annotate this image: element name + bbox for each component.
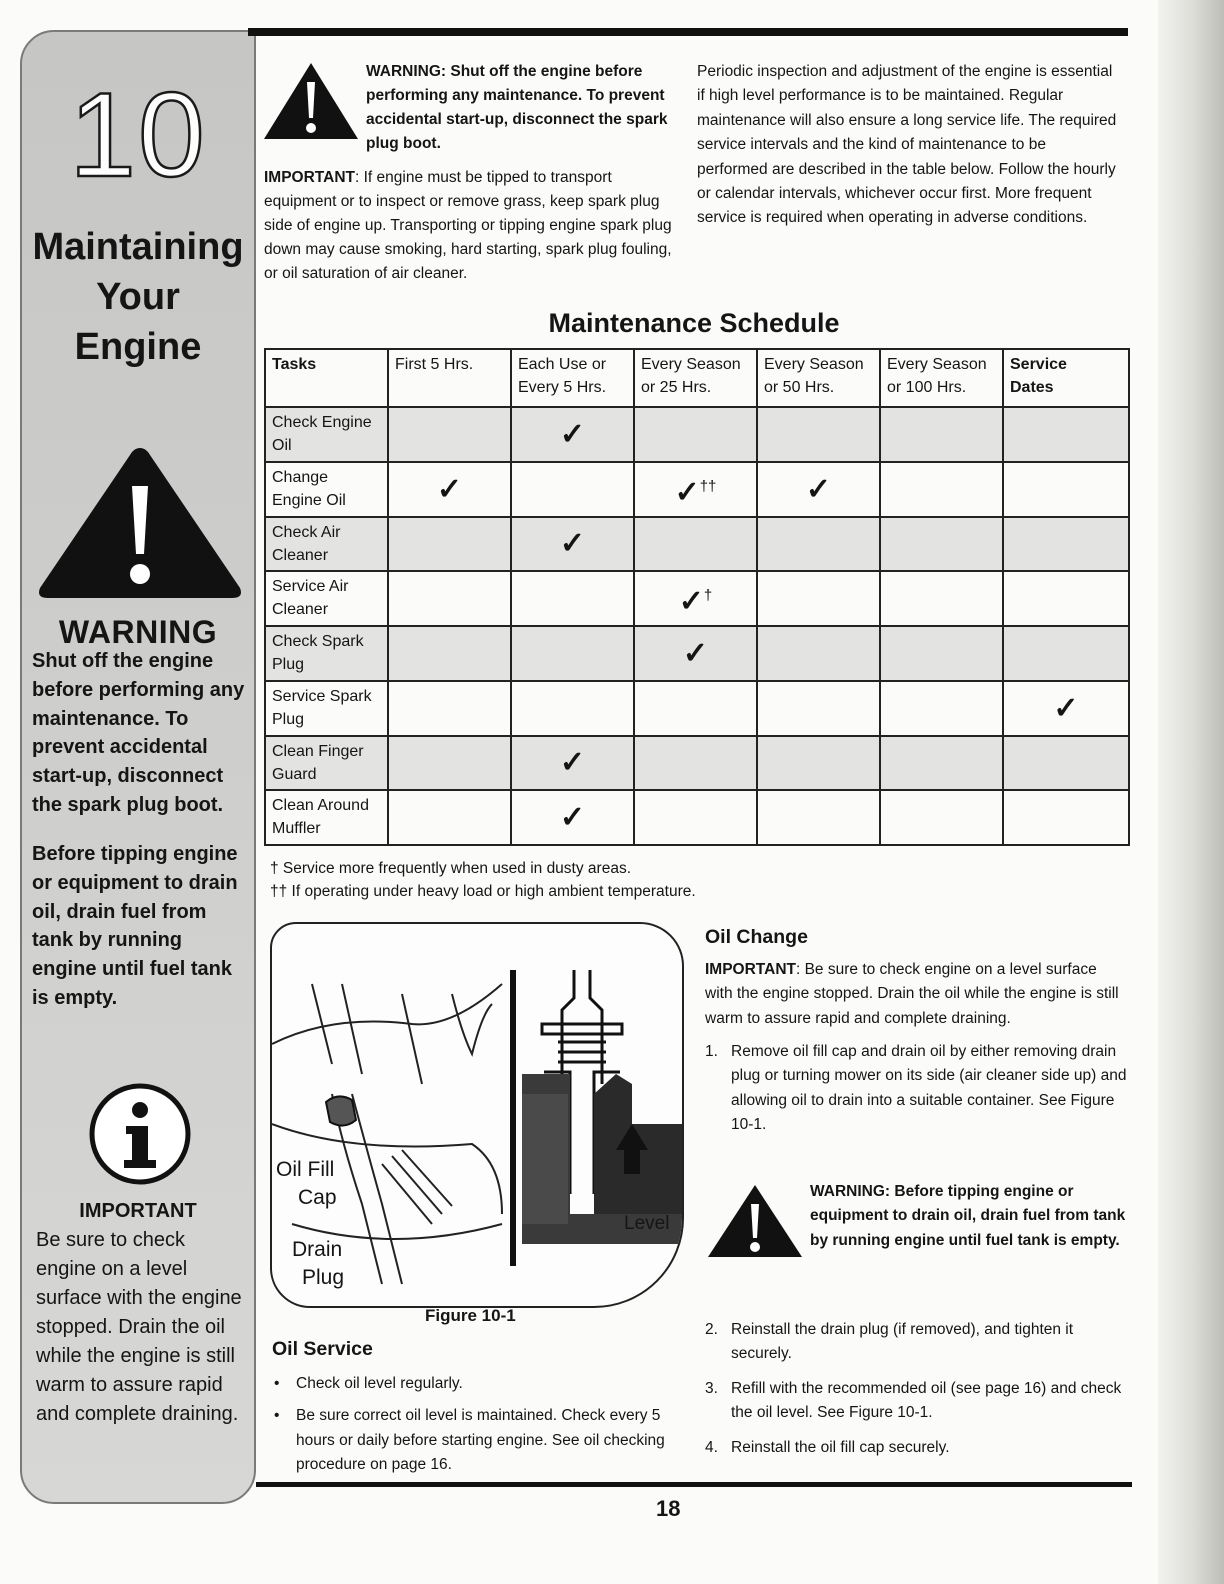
table-row	[265, 407, 1129, 462]
page-number: 18	[656, 1496, 681, 1521]
task-cell: Clean Finger Guard	[265, 736, 388, 791]
sidebar-warning-text: Shut off the engine before performing any maintenance. To prevent accidental start-up, disconnect the spark plug boot.	[32, 650, 245, 816]
task-cell: Check Engine Oil	[265, 407, 388, 462]
list-item: • Check oil level regularly.	[272, 1372, 684, 1396]
top-important-paragraph	[264, 166, 674, 286]
top-warning-text: WARNING: Shut off the engine before performing any maintenance. To prevent accidental start-up, disconnect the spark plug boot.	[366, 63, 668, 152]
header-first-5: First 5 Hrs.	[388, 349, 511, 407]
page-edge-shadow	[1158, 0, 1224, 1584]
list-item: 4. Reinstall the oil fill cap securely.	[705, 1438, 950, 1456]
list-item: 1. Remove oil fill cap and drain oil by either removing drain plug or turning mower on its side (air cleaner side up) and allowing oil to drain into a suitable container. See Figure 10-1.	[705, 1043, 1127, 1134]
check-mark-icon: ✓	[757, 462, 880, 517]
oil-change-steps-part2	[705, 1318, 1130, 1470]
header-tasks: Tasks	[265, 349, 388, 407]
top-important-text: : If engine must be tipped to transport equipment or to inspect or remove grass, keep spark plug side of engine up. Transporting or tipping engine spark plug down may cause smoking, hard starting, spark plug fouling, or oil saturation of air cleaner.	[264, 169, 672, 282]
figure-caption: Figure 10-1	[425, 1306, 516, 1325]
check-mark-icon: ✓	[511, 517, 634, 572]
table-row	[265, 462, 1129, 517]
header-each-use: Each Use or Every 5 Hrs.	[511, 349, 634, 407]
sidebar-warning-label: WARNING	[58, 614, 218, 650]
chapter-sidebar	[20, 30, 256, 1504]
task-cell: Service Spark Plug	[265, 681, 388, 736]
list-item: • Be sure correct oil level is maintained. Check every 5 hours or daily before starting engine. See oil checking procedure on page 16.	[272, 1404, 684, 1477]
task-cell: Check Spark Plug	[265, 626, 388, 681]
check-mark-icon: ✓	[1003, 681, 1129, 736]
chapter-title-line2: Your	[96, 276, 180, 318]
list-item: 3. Refill with the recommended oil (see page 16) and check the oil level. See Figure 10-1.	[705, 1379, 1122, 1422]
label-drain: Drain	[292, 1238, 343, 1261]
oil-service-list	[272, 1372, 684, 1486]
check-mark-icon: ✓	[511, 790, 634, 845]
check-mark-icon: ✓	[674, 474, 700, 510]
oil-change-important	[705, 958, 1125, 1031]
label-cap: Cap	[298, 1186, 337, 1209]
task-cell: Clean Around Muffler	[265, 790, 388, 845]
check-mark-icon: ✓	[634, 626, 757, 681]
chapter-title	[22, 222, 254, 372]
header-season-25: Every Season or 25 Hrs.	[634, 349, 757, 407]
bottom-rule	[256, 1482, 1132, 1487]
list-item: 2. Reinstall the drain plug (if removed), and tighten it securely.	[705, 1321, 1074, 1363]
task-cell: Check Air Cleaner	[265, 517, 388, 572]
table-row	[265, 790, 1129, 845]
top-important-label: IMPORTANT	[264, 169, 355, 186]
oil-change-important-label: IMPORTANT	[705, 961, 796, 978]
task-cell: Service Air Cleaner	[265, 571, 388, 626]
periodic-inspection-paragraph: Periodic inspection and adjustment of the engine is essential if high level performance is to be maintained. Regular maintenance will also ensure a long service life. The required service intervals and the kind of maintenance to be performed are described in the table below. Follow the hourly or calendar intervals, whichever occur first. More frequent service is required when operating in adverse conditions.	[697, 63, 1117, 227]
warning-triangle-icon	[262, 60, 360, 142]
figure-10-1	[270, 922, 684, 1308]
check-mark-icon: ✓	[388, 462, 511, 517]
dagger-marker: †	[703, 587, 713, 605]
check-mark-icon: ✓	[678, 584, 704, 620]
warning-triangle-icon	[34, 442, 246, 602]
oil-change-heading: Oil Change	[705, 926, 808, 948]
header-season-100: Every Season or 100 Hrs.	[880, 349, 1003, 407]
check-mark-icon: ✓	[511, 407, 634, 462]
header-season-50: Every Season or 50 Hrs.	[757, 349, 880, 407]
chapter-title-line3: Engine	[74, 326, 202, 368]
chapter-title-line1: Maintaining	[32, 226, 244, 268]
maintenance-schedule-table	[264, 348, 1130, 846]
oil-change-warning-text: WARNING: Before tipping engine or equipment to drain oil, drain fuel from tank by running engine until fuel tank is empty.	[810, 1183, 1126, 1249]
check-mark-icon: ✓	[511, 736, 634, 791]
double-dagger-marker: ††	[699, 477, 717, 495]
sidebar-important-text: Be sure to check engine on a level surface with the engine stopped. Drain the oil while the engine is still warm to assure rapid and complete draining.	[36, 1229, 242, 1425]
table-row	[265, 681, 1129, 736]
label-level: Level	[624, 1213, 670, 1234]
header-service-dates: Service Dates	[1003, 349, 1129, 407]
warning-triangle-icon	[706, 1182, 804, 1260]
table-row	[265, 517, 1129, 572]
chapter-number: 10	[69, 68, 207, 202]
top-rule	[248, 28, 1128, 36]
table-header-row	[265, 349, 1129, 407]
footnote-heavy-load: †† If operating under heavy load or high ambient temperature.	[270, 883, 696, 900]
table-row	[265, 626, 1129, 681]
label-plug: Plug	[302, 1266, 345, 1289]
table-row	[265, 571, 1129, 626]
table-row	[265, 736, 1129, 791]
footnote-dusty: † Service more frequently when used in dusty areas.	[270, 860, 631, 877]
sidebar-tipping-text: Before tipping engine or equipment to drain oil, drain fuel from tank by running engine until fuel tank is empty.	[32, 843, 238, 1009]
oil-change-steps-part1	[705, 1040, 1130, 1148]
task-cell: Change Engine Oil	[265, 462, 388, 517]
oil-change-important-text: : Be sure to check engine on a level surface with the engine stopped. Drain the oil while the engine is still warm to assure rapid and complete draining.	[705, 961, 1119, 1027]
oil-service-heading: Oil Service	[272, 1338, 373, 1360]
label-oil-fill: Oil Fill	[276, 1158, 335, 1181]
schedule-title: Maintenance Schedule	[548, 308, 840, 338]
info-icon	[88, 1082, 192, 1186]
sidebar-important-heading: IMPORTANT	[79, 1200, 197, 1222]
